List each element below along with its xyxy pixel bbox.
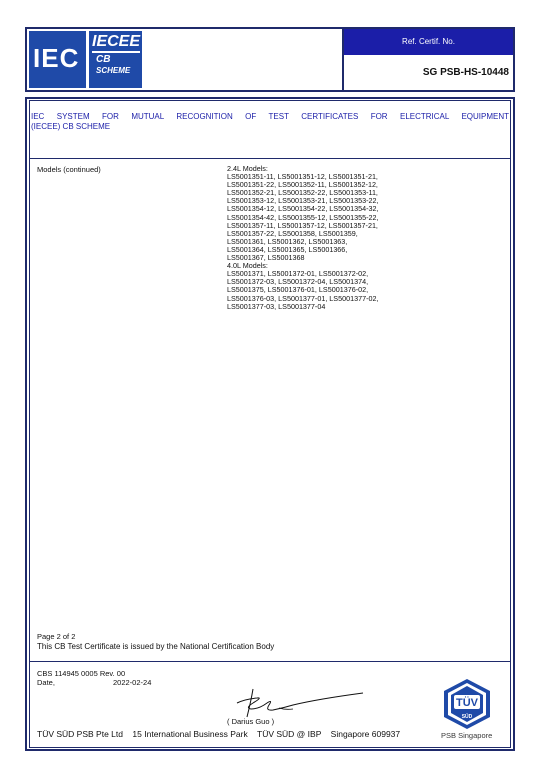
psb-label: PSB Singapore [441,731,493,740]
system-title-line2: (IECEE) CB SCHEME [31,122,111,131]
iecee-logo [89,31,142,88]
iec-logo [29,31,86,88]
iecee-logo-text: IECEE [92,33,140,53]
signer-name: ( Darius Guo ) [227,717,275,726]
system-title-line1: IEC SYSTEM FOR MUTUAL RECOGNITION OF TEST CERTIFICATES FOR ELECTRICAL EQUIPMENT [31,112,509,121]
tuv-logo-sub: SÜD [461,714,473,720]
iecee-logo-sub1: CB [96,54,111,65]
ref-label: Ref. Certif. No. [344,29,513,55]
models-list: 2.4L Models: LS5001351-11, LS5001351-12, LS5001351-21, LS5001351-22, LS5001352-11, LS5001352-12, LS5001352-21, LS5001352-22, LS5001353-11, LS5001353-12, LS5001353-21, LS5001353-22, LS5001354-12, LS5001354-22, LS5001354-32, LS5001354-42, LS5001355-12, LS5001355-22, LS5001357-11, LS5001357-12, LS5001357-21, LS5001357-22, LS5001358, LS5001359, LS5001361, LS5001362, LS5001363, LS5001364, LS5001365, LS5001366, LS5001367, LS5001368 4.0L Models: LS5001371, LS5001372-01, LS5001372-02, LS5001372-03, LS5001372-04, LS5001374, LS5001375, LS5001376-01, LS5001376-02, LS5001376-03, LS5001377-01, LS5001377-02, LS5001377-03, LS5001377-04 [227,164,379,311]
iecee-logo-sub2: SCHEME [96,66,131,75]
tuv-logo [442,678,492,730]
footer-divider [29,661,511,662]
cbs-reference: CBS 114945 0005 Rev. 00 [37,669,126,678]
issuer-address: TÜV SÜD PSB Pte Ltd 15 International Business Park TÜV SÜD @ IBP Singapore 609937 [37,729,401,739]
title-divider [29,158,511,159]
page-number: Page 2 of 2 [37,632,76,641]
date-label: Date, [37,678,55,687]
signature [223,681,373,721]
models-label: Models (continued) [37,165,101,174]
tuv-logo-text: TÜV [456,697,478,709]
date-value: 2022-02-24 [113,678,152,687]
issued-statement: This CB Test Certificate is issued by the National Certification Body [37,642,275,651]
ref-number: SG PSB-HS-10448 [422,67,509,78]
iec-logo-text: IEC [33,43,80,73]
